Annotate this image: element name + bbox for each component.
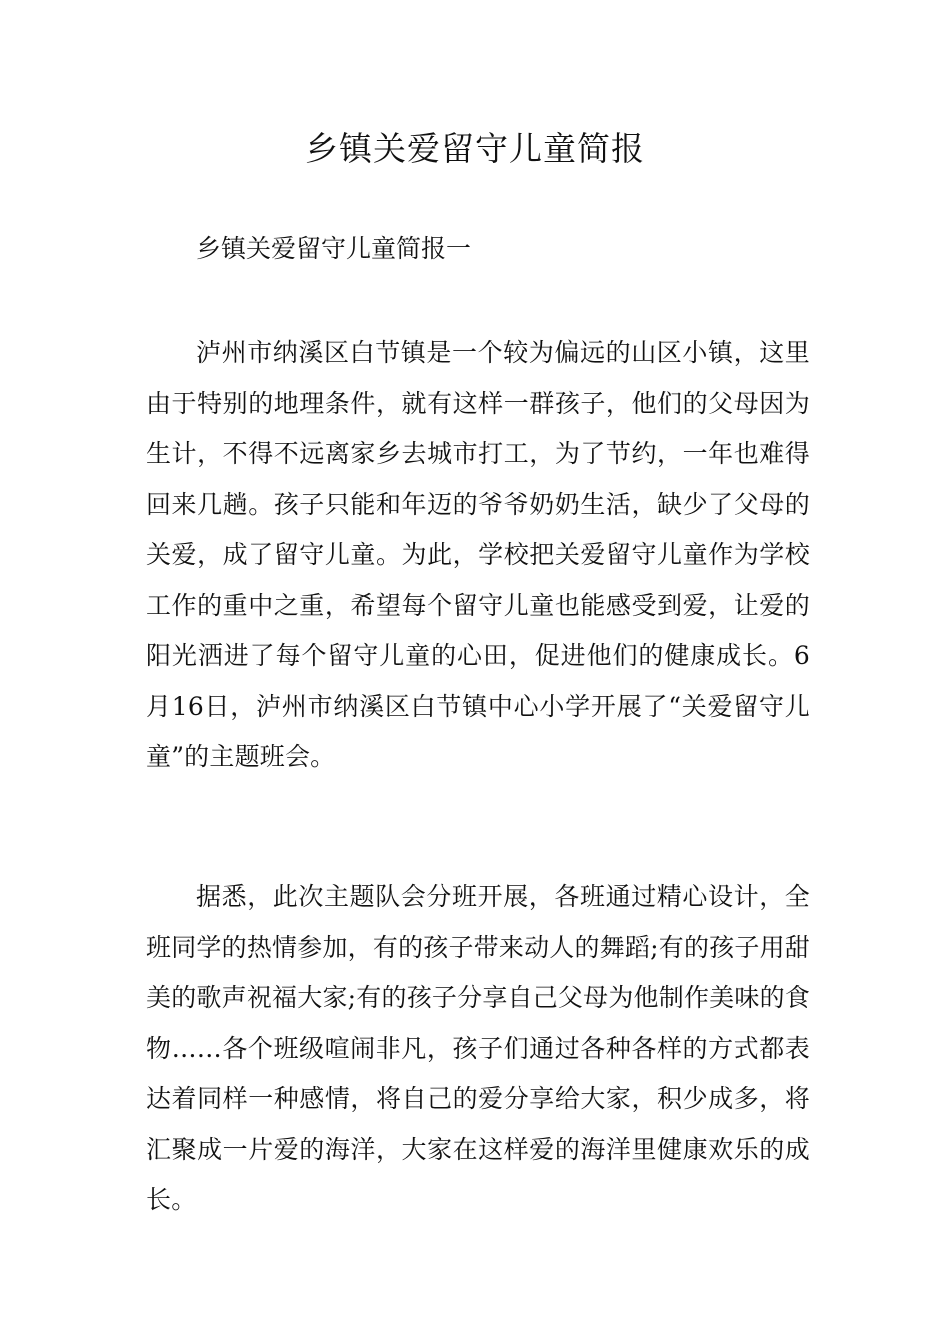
document-title: 乡镇关爱留守儿童简报 bbox=[305, 129, 645, 168]
body-paragraph-1: 泸州市纳溪区白节镇是一个较为偏远的山区小镇，这里由于特别的地理条件，就有这样一群孩子，他们的父母因为生计，不得不远离家乡去城市打工，为了节约，一年也难得回来几趟。孩子只能和年迈的爷爷奶奶生活，缺少了父母的关爱，成了留守儿童。为此，学校把关爱留守儿童作为学校工作的重中之重，希望每个留守儿童也能感受到爱，让爱的阳光洒进了每个留守儿童的心田，促进他们的健康成长。6月16日，泸州市纳溪区白节镇中心小学开展了“关爱留守儿童”的主题班会。 bbox=[146, 338, 810, 771]
section-subheading: 乡镇关爱留守儿童简报一 bbox=[196, 234, 472, 263]
body-paragraph-2: 据悉，此次主题队会分班开展，各班通过精心设计，全班同学的热情参加，有的孩子带来动人的舞蹈;有的孩子用甜美的歌声祝福大家;有的孩子分享自己父母为他制作美味的食物……各个班级喧闹非凡，孩子们通过各种各样的方式都表达着同样一种感情，将自己的爱分享给大家，积少成多，将汇聚成一片爱的海洋，大家在这样爱的海洋里健康欢乐的成长。 bbox=[146, 882, 810, 1214]
